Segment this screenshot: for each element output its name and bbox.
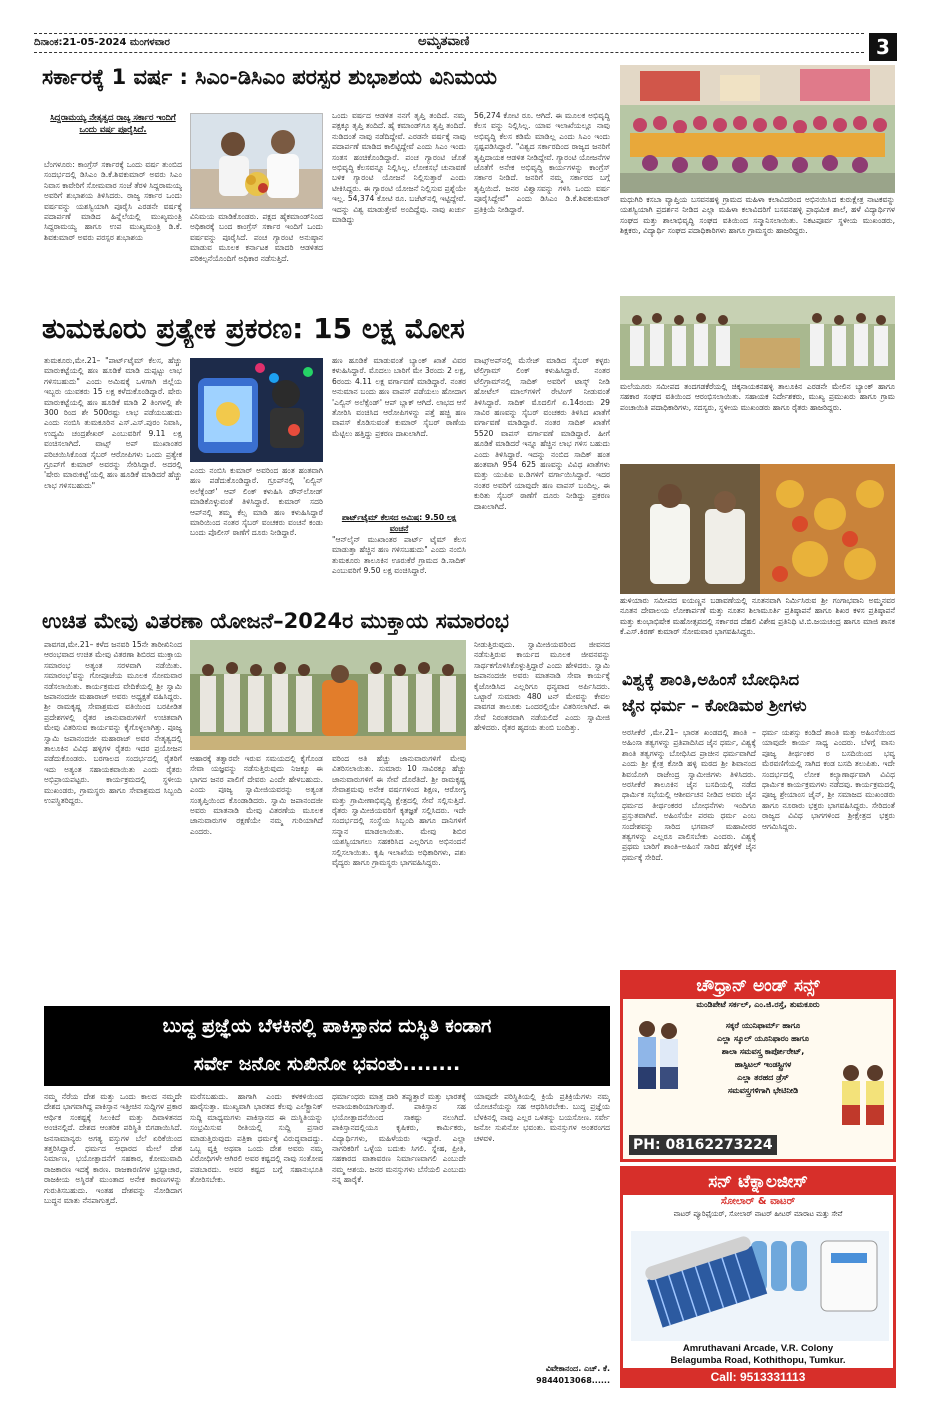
ad1-kids-image-left [629, 1017, 685, 1105]
ad1-line4: ಹಾಸ್ಪಿಟಲ್ ಇಂಡಸ್ಟ್ರಿಗಳ [734, 1060, 792, 1069]
side3-photo-temple-event [620, 464, 895, 594]
story5-col1: ನಮ್ಮ ನೆರೆಯ ದೇಶ ಮತ್ತು ಒಂದು ಕಾಲದ ನಮ್ಮದೇ ದೇಶದ ಭಾಗವಾಗಿದ್ದ ಪಾಕಿಸ್ತಾನ ಇತ್ತೀಚಿನ ಸುದ್ದಿಗಳ ಪ್ರಕಾರ ಆರ್ಥಿಕ ಸಂಕಷ್ಟಕ್ಕೆ ಸಿಲುಕಿದೆ ಮತ್ತು ದಿವಾಳಿತನದ ಅಂಚಿನಲ್ಲಿದೆ. ದೇಶದ ಆಂತರಿಕ ಪರಿಸ್ಥಿತಿ ಬಿಗಡಾಯಿಸಿದೆ. ಜನಸಾಮಾನ್ಯರು ಅಗತ್ಯ ವಸ್ತುಗಳ ಬೆಲೆ ಏರಿಕೆಯಿಂದ ತತ್ತರಿಸಿದ್ದಾರೆ. ಧರ್ಮದ ಆಧಾರದ ಮೇಲೆ ದೇಶ ನಿರ್ಮಾಣ, ಭಯೋತ್ಪಾದನೆಗೆ ಸಹಕಾರ, ಕೋಮುವಾದಿ ರಾಜಕಾರಣ ಇದಕ್ಕೆ ಕಾರಣ. ರಾಜಕಾರಣಿಗಳ ಭ್ರಷ್ಟಾಚಾರ, ರಾಜಕೀಯ ಅಸ್ಥಿರತೆ ಮುಂತಾದ ಅನೇಕ ಕಾರಣಗಳನ್ನು ಗುರುತಿಸಬಹುದು. ಇಂತಹ ದೇಶವನ್ನು ನೋಡಿದಾಗ ಬುದ್ಧನ ಮಾತು ನೆನಪಾಗುತ್ತದೆ. [44, 1092, 182, 1206]
story4-col2: ಧರ್ಮ ಯಶಸ್ಸು ಕಂಡಿದೆ ಶಾಂತಿ ಮತ್ತು ಅಹಿಂಸೆಯಿಂದ ಯಾವುದೇ ಕಾರ್ಯ ಸಾಧ್ಯ ಎಂದರು. ಬೆಳಗ್ಗೆ ವಾಸು ಪೂಜ್ಯ ತೀರ್ಥಂಕರ ರ ಬಸದಿಯಿಂದ ಭವ್ಯ ಮೆರವಣಿಗೆಯಲ್ಲಿ ಸಾಗಿದ ಕಂಡ ಬಸದಿ ತಲುಪಿತು. ಇದೇ ಸಂದರ್ಭದಲ್ಲಿ ಲೋಕ ಕಲ್ಯಾಣಾರ್ಥವಾಗಿ ವಿವಿಧ ಧಾರ್ಮಿಕ ಕಾರ್ಯಕ್ರಮಗಳು ನಡೆದವು. ಕಾರ್ಯಕ್ರಮದಲ್ಲಿ ಪೂಜ್ಯ ಶ್ರೇಯಾಂಸ ಜೈನ್, ಶ್ರೀ ಸಮಾಜದ ಮುಖಂಡರು ಹಾಗೂ ನೂರಾರು ಭಕ್ತರು ಭಾಗವಹಿಸಿದ್ದರು. ಸೇರಿದಂತೆ ರಾಜ್ಯದ ವಿವಿಧ ಭಾಗಗಳಿಂದ ಶ್ರೀಕ್ಷೇತ್ರದ ಭಕ್ತರು ಆಗಮಿಸಿದ್ದರು. [762, 728, 895, 831]
story3-col2: ಆಹಾರಕ್ಕೆ ತತ್ವಾರವೇ ಇರುವ ಸಮಯದಲ್ಲಿ ಕೈಗೊಂಡ ಸೇವಾ ಯಜ್ಞವನ್ನು ನಡೆಸುತ್ತಿರುವುದು ನಿಜಕ್ಕೂ ಈ ಭಾಗದ ಜನರ ಪಾಲಿಗೆ ದೇವರು ಎಂದೇ ಹೇಳಬಹುದು. ಎಂದು ಪೂಜ್ಯ ಸ್ವಾಮೀಜಿಯವರನ್ನು ಅತ್ಯಂತ ಸಂತೃಪ್ತಿಯಿಂದ ಕೊಂಡಾಡಿದರು. ಸ್ವಾಮಿ ಜಪಾನಂದಜೀ ಅವರು ಮಾತನಾಡಿ ಮೇವು ವಿತರಣೆಯ ಮೂಲಕ ಜಾನುವಾರುಗಳ ರಕ್ಷಣೆಯೇ ನಮ್ಮ ಗುರಿಯಾಗಿದೆ ಎಂದರು. [190, 754, 323, 836]
side2-caption: ಮಲೆಯೂರು ಸಮೀಪದ ತಂದಗಡಕೆರೆಯಲ್ಲಿ ಚಿಕ್ಕನಾಯಕನಹಳ್ಳಿ ತಾಲೂಕಿನ ಎರಡನೇ ಮೇಲಿನ ಬ್ಯಾಂಕ್ ಹಾಗೂ ಸಹಕಾರ ಸಂಘದ ವತಿಯಿಂದ ಆರಂಭಿಸಲಾಯಿತು. ಸಹಾಯಕ ನಿರ್ದೇಶಕರು, ಮುಖ್ಯ ಪ್ರಮುಖರು ಹಾಗೂ ಗ್ರಾಮ ಪಂಚಾಯಿತಿ ಪದಾಧಿಕಾರಿಗಳು, ಸದಸ್ಯರು, ಸ್ಥಳೀಯ ಮುಖಂಡರು ಹಾಗೂ ರೈತರು ಹಾಜರಿದ್ದರು. [620, 382, 895, 412]
story4-headline-line1: ವಿಶ್ವಕ್ಕೆ ಶಾಂತಿ,ಅಹಿಂಸೆ ಬೋಧಿಸಿದ [622, 670, 800, 689]
ad1-title: ಚೌಧ್ರಾನ್ ಅಂಡ್ ಸನ್ಸ್ [623, 973, 893, 999]
story2-col1: ತುಮಕೂರು,ಮೇ.21– "ಪಾರ್ಟ್‌ಟೈಮ್ ಕೆಲಸ, ಹೆಚ್ಚು ಮಾರುಕಟ್ಟೆಯಲ್ಲಿ ಹಣ ಹೂಡಿಕೆ ಮಾಡಿ ದುಪ್ಪಟ್ಟು ಲಾಭ ಗಳಿಸಬಹುದು" ಎಂದು ಅಮಿಷಕ್ಕೆ ಒಳಗಾಗಿ ಜಿಲ್ಲೆಯ ಇಬ್ಬರು ಯುವಕರು 15 ಲಕ್ಷ ಕಳೆದುಕೊಂಡಿದ್ದಾರೆ. ಷೇರು ಮಾರುಕಟ್ಟೆಯಲ್ಲಿ ಹಣ ಹೂಡಿಕೆ ಮಾಡಿ 2 ತಿಂಗಳಲ್ಲಿ ಶೇ 300 ರಿಂದ ಶೇ 500ರಷ್ಟು ಲಾಭ ಪಡೆಯಬಹುದು ಎಂದು ನಂಬಿಸಿ ತುಮಕೂರಿನ ಎಸ್.ಎಸ್.ಪುರಂ ನಿವಾಸಿ, ಉದ್ಯಮಿ ಚಂದ್ರಶೇಖರ್ ಎಂಬುವರಿಗೆ 9.11 ಲಕ್ಷ ವಂಚಿಸಲಾಗಿದೆ. ವಾಟ್ಸ್ ಅಪ್ ಮುಖಾಂತರ ಪರಿಚಯಿಸಿಕೊಂಡ ಸೈಬರ್ ಆರೋಪಿಗಳು ಒಂದು ಪ್ರತ್ಯೇಕ ಗ್ರೂಪ್‌ಗೆ ಕುಮಾರ್ ಅವರನ್ನು ಸೇರಿಸಿದ್ದಾರೆ. ಅದರಲ್ಲಿ 'ಷೇರು ಮಾರುಕಟ್ಟೆ'ಯಲ್ಲಿ ಹಣ ಹೂಡಿಕೆ ಮಾಡಿದರೆ ಹೆಚ್ಚು ಲಾಭ ಗಳಿಸಬಹುದು" [44, 356, 182, 490]
side1-photo-women-artists [620, 65, 895, 193]
ad2-phone: Call: 9513331113 [623, 1368, 893, 1386]
ad2-products-image [631, 1231, 889, 1341]
story2-col2: ಎಂದು ನಂಬಿಸಿ ಕುಮಾರ್ ಅವರಿಂದ ಹಂತ ಹಂತವಾಗಿ ಹಣ ಪಡೆದುಕೊಂಡಿದ್ದಾರೆ. ಗ್ರೂಪ್‌ನಲ್ಲಿ 'ಏಲ್ವಿನ್ ಅಲೆಕ್ಸೆಂಡ್' ಆಪ್ ಲಿಂಕ್ ಕಳುಹಿಸಿ ಡೌನ್‌ಲೋಡ್ ಮಾಡಿಕೊಳ್ಳುವಂತೆ ತಿಳಿಸಿದ್ದಾರೆ. ಕುಮಾರ್ ಸದರಿ ಆಪ್‌ನಲ್ಲಿ ತಮ್ಮ ಕೆಲ್ಸ ಮಾಡಿ ಹಣ ಕಳುಹಿಸಿದ್ದಾರೆ ಮಾರಿಯಿಂದ ನಂತರ ಸೈಬರ್ ವಂಚಕರು ವಂಚನೆ ಕಂಡು ಬಂದು ಪೊಲೀಸ್ ಠಾಣೆಗೆ ದೂರು ನೀಡಿದ್ದಾರೆ. [190, 466, 323, 538]
story4-headline-line2: ಜೈನ ಧರ್ಮ – ಕೋಡಿಮಠ ಶ್ರೀಗಳು [622, 696, 807, 715]
ad1-phone: PH: 08162273224 [629, 1135, 777, 1155]
ad2-subtitle: ಸೋಲಾರ್ & ವಾಟರ್ [720, 1196, 796, 1207]
story3-photo-fodder-ceremony [190, 640, 466, 750]
side3-caption: ಹುಳಿಯಾರು ಸಮೀಪದ ಐಯಣ್ಣನ ಬಡಾವಣೆಯಲ್ಲಿ ನೂತನವಾಗಿ ನಿರ್ಮಿಸಿರುವ ಶ್ರೀ ಗಂಗಾಭವಾನಿ ಅಮ್ಮನವರ ನೂತನ ದೇವಾಲಯ ಲೋಕಾರ್ಪಣೆ ಮತ್ತು ನೂತನ ಶಿಲಾಮೂರ್ತಿ ಪ್ರತಿಷ್ಠಾಪನೆ ಹಾಗೂ ಶಿಖರ ಕಳಸ ಪ್ರತಿಷ್ಠಾಪನೆ ಮತ್ತು ಕುಂಭಾಭಿಷೇಕ ಮಹೋತ್ಸವದಲ್ಲಿ ಸರ್ಕಾರದ ದೆಹಲಿ ವಿಶೇಷ ಪ್ರತಿನಿಧಿ ಟಿ.ಬಿ.ಜಯಚಂದ್ರ ಹಾಗೂ ಮಾಜಿ ಶಾಸಕ ಕೆ.ಎಸ್.ಕಿರಣ್ ಕುಮಾರ್ ಸೋಮವಾರ ಭಾಗವಹಿಸಿದ್ದರು. [620, 596, 895, 637]
story1-col3: ಒಂದು ವರ್ಷದ ಆಡಳಿತ ನನಗೆ ತೃಪ್ತಿ ತಂದಿದೆ. ನಮ್ಮ ಪಕ್ಷಕ್ಕೂ ತೃಪ್ತಿ ತಂದಿದೆ. ಹೈ ಕಮಾಂಡ್‌ಗೂ ತೃಪ್ತಿ ತಂದಿದೆ. ನುಡಿದಂತೆ ನಾವು ನಡೆದಿದ್ದೇವೆ. ಎರಡನೇ ವರ್ಷಕ್ಕೆ ನಾವು ಪದಾರ್ಪಣೆ ಮಾಡಿದ ಕಾಲಿಟ್ಟಿದ್ದೇವೆ ಎಂದು ಸಿಎಂ ಇಂದು ಸಂತಸ ಹಂಚಿಕೊಂಡಿದ್ದಾರೆ. ಪಂಚ ಗ್ಯಾರಂಟಿ ಜೊತೆ ಅಭಿವೃದ್ಧಿ ಕೆಲಸವನ್ನೂ ನಿಲ್ಲಿಸಿಲ್ಲ. ಲೋಕಸಭೆ ಚುನಾವಣೆ ಬಳಿಕ ಗ್ಯಾರಂಟಿ ಯೋಜನೆ ನಿಲ್ಲಿಸುತ್ತಾರೆ ಎಂದು ಟೀಕಿಸಿದ್ದರು. ಈ ಗ್ಯಾರಂಟಿ ಯೋಜನೆ ನಿಲ್ಲಿಸುವ ಪ್ರಶ್ನೆಯೇ ಇಲ್ಲ. 54,374 ಕೋಟಿ ರೂ. ಬಜೆಟ್‌ನಲ್ಲಿ ಇಟ್ಟಿದ್ದೇವೆ. ಇದನ್ನು ವಿಶ್ವ ಮಾಡುತ್ತೇವೆ ಅಂದಿದ್ದೆವು. ನಾವು ಖರ್ಚು ಮಾಡಿದ್ದು [332, 111, 466, 225]
ad1-line6: ಸಮವಸ್ತ್ರಗಳಿಗಾಗಿ ಭೇಟಿನೀಡಿ [727, 1086, 799, 1095]
ad2-sun-technologies [620, 1166, 896, 1388]
story5-banner-line1: ಬುದ್ಧ ಪ್ರಜ್ಞೆಯ ಬೆಳಕಿನಲ್ಲಿ ಪಾಕಿಸ್ತಾನದ ದುಸ್ಥಿತಿ ಕಂಡಾಗ [162, 1015, 492, 1037]
ad1-line3: ಶಾಲಾ ಸಮವಸ್ತ್ರ ಕಾರ್ಪೋರೇಟ್, [721, 1047, 805, 1056]
ad1-address: ಮಂಡಿಪೇಟೆ ಸರ್ಕಲ್, ಎಂ.ಜಿ.ರಸ್ತೆ, ತುಮಕೂರು [696, 1000, 820, 1009]
ad2-address-line1: Amruthavani Arcade, V.R. Colony [682, 1343, 834, 1354]
story1-col1: ಬೆಂಗಳೂರು: ಕಾಂಗ್ರೆಸ್ ಸರ್ಕಾರಕ್ಕೆ ಒಂದು ವರ್ಷ ತುಂಬಿದ ಸಂದರ್ಭದಲ್ಲಿ ಡಿಸಿಎಂ ಡಿ.ಕೆ.ಶಿವಕುಮಾರ್ ಅವರು ಸಿಎಂ ನಿವಾಸ ಕಾವೇರಿಗೆ ಸೋಮವಾರ ಸಂಜೆ ತೆರಳಿ ಸಿದ್ದರಾಮಯ್ಯ ಅವರಿಗೆ ಶುಭಾಶಯ ತಿಳಿಸಿದರು. ರಾಜ್ಯ ಸರ್ಕಾರ ಒಂದು ವರ್ಷವನ್ನು ಯಶಸ್ವಿಯಾಗಿ ಪೂರೈಸಿ ಎರಡನೇ ವರ್ಷಕ್ಕೆ ಪದಾರ್ಪಣೆ ಮಾಡಿದ ಹಿನ್ನೆಲೆಯಲ್ಲಿ ಮುಖ್ಯಮಂತ್ರಿ ಸಿದ್ದರಾಮಯ್ಯ ಹಾಗೂ ಉಪ ಮುಖ್ಯಮಂತ್ರಿ ಡಿ.ಕೆ. ಶಿವಕುಮಾರ್ ಅವರು ಪರಸ್ಪರ ಶುಭಾಶಯ [44, 160, 182, 242]
ad2-title: ಸನ್ ಟೆಕ್ನಾಲಜೀಸ್ [623, 1169, 893, 1195]
story3-col1: ಪಾವಗಡ,ಮೇ.21– ಕಳೆದ ಜನವರಿ 15ನೇ ತಾರೀಖಿನಿಂದ ಆರಂಭವಾದ ಉಚಿತ ಮೇವು ವಿತರಣಾ ಶಿಬಿರದ ಮುಕ್ತಾಯ ಸಮಾರಂಭ ಅತ್ಯಂತ ಸರಳವಾಗಿ ನಡೆಯಿತು. ಸಮಾರಂಭ'ವನ್ನು ಗೋಪೂಜೆಯ ಮೂಲಕ ಸೋಮವಾರ ನಡೆಸಲಾಯಿತು. ಕಾರ್ಯಕ್ರಮದ ವೇದಿಕೆಯಲ್ಲಿ ಶ್ರೀ ಸ್ವಾಮಿ ಜಪಾನಂದಜೀ ಮಹಾರಾಜ್ ಅವರು ಅಧ್ಯಕ್ಷತೆ ವಹಿಸಿದ್ದರು. ಶ್ರೀ ರಾಮಕೃಷ್ಣ ಸೇವಾಶ್ರಮದ ವತಿಯಿಂದ ಬರಪೀಡಿತ ಪ್ರದೇಶಗಳಲ್ಲಿ ರೈತರ ಜಾನುವಾರುಗಳಿಗೆ ಉಚಿತವಾಗಿ ಮೇವು ವಿತರಿಸುವ ಕಾರ್ಯವನ್ನು ಕೈಗೊಳ್ಳಲಾಗಿತ್ತು. ಪೂಜ್ಯ ಸ್ವಾಮಿ ಜಪಾನಂದಜೀ ಮಹಾರಾಜ್ ಅವರ ನೇತೃತ್ವದಲ್ಲಿ ತಾಲೂಕಿನ ವಿವಿಧ ಹಳ್ಳಿಗಳ ರೈತರು ಇದರ ಪ್ರಯೋಜನ ಪಡೆದುಕೊಂಡರು. ಬರಗಾಲದ ಸಂದರ್ಭದಲ್ಲಿ ರೈತರಿಗೆ ಇದು ಅತ್ಯಂತ ಸಹಾಯಕವಾಯಿತು ಎಂದು ರೈತರು ಅಭಿಪ್ರಾಯಪಟ್ಟರು. ಕಾರ್ಯಕ್ರಮದಲ್ಲಿ ಸ್ಥಳೀಯ ಮುಖಂಡರು, ಗ್ರಾಮಸ್ಥರು ಹಾಗೂ ಸೇವಾಶ್ರಮದ ಸಿಬ್ಬಂದಿ ಉಪಸ್ಥಿತರಿದ್ದರು. [44, 640, 182, 806]
story5-col2: ಮರೆಸಬಹುದು. ಹಾಗಾಗಿ ಎಂದು ಕಳಕಳಿಯಿಂದ ಹಾರೈಸುತ್ತಾ. ಮುಖ್ಯವಾಗಿ ಭಾರತದ ಕೆಲವು ಎಲೆಕ್ಟ್ರಾನಿಕ್ ಸುದ್ದಿ ಮಾಧ್ಯಮಗಳು ಪಾಕಿಸ್ತಾನದ ಈ ದುಸ್ಥಿತಿಯನ್ನು ಸಂಭ್ರಮಿಸುವ ರೀತಿಯಲ್ಲಿ ಸುದ್ದಿ ಪ್ರಸಾರ ಮಾಡುತ್ತಿರುವುದು ಪತ್ರಿಕಾ ಧರ್ಮಕ್ಕೆ ವಿರುದ್ಧವಾದದ್ದು. ಒಬ್ಬ ವ್ಯಕ್ತಿ ಅಥವಾ ಒಂದು ದೇಶ ಅವರು ನಮ್ಮ ವಿರೋಧಿಗಳೇ ಆಗಿರಲಿ ಅವರ ಕಷ್ಟದಲ್ಲಿ ನಾವು ಸಂತೋಷ ಪಡಬಾರದು. ಅವರ ಕಷ್ಟದ ಬಗ್ಗೆ ಸಹಾನುಭೂತಿ ತೋರಿಸಬೇಕು. [190, 1092, 323, 1185]
story2-photo-cyber-fraud [190, 358, 323, 462]
story5-author: ವಿವೇಕಾನಂದ. ಎಚ್. ಕೆ. [545, 1364, 610, 1373]
ad1-uniform-store [620, 970, 896, 1162]
story5-col3: ಧರ್ಮಾಂಧರು ಮಾತ್ರ ದಾರಿ ತಪ್ಪುತ್ತಾರೆ ಮತ್ತು ಭಾರತಕ್ಕೆ ಅಪಾಯಕಾರಿಯಾಗುತ್ತಾರೆ. ಪಾಕಿಸ್ತಾನ ಸಹ ಭಯೋತ್ಪಾದನೆಯಿಂದ ಸಾಕಷ್ಟು ನಲುಗಿದೆ. ಪಾಕಿಸ್ತಾನದಲ್ಲಿಯೂ ಕೃಷಿಕರು, ಕಾರ್ಮಿಕರು, ವಿದ್ಯಾರ್ಥಿಗಳು, ಮಹಿಳೆಯರು ಇದ್ದಾರೆ. ಎಲ್ಲಾ ನಾಗರಿಕರಿಗೆ ಒಳ್ಳೆಯ ಬದುಕು ಸಿಗಲಿ. ಸ್ನೇಹ, ಪ್ರೀತಿ, ಸಹಕಾರದ ವಾತಾವರಣ ನಿರ್ಮಾಣವಾಗಲಿ ಎಂಬುದೇ ನಮ್ಮ ಆಶಯ. ಜನರ ಮನಸ್ಸುಗಳು ಬೆಸೆಯಲಿ ಎಂಬುದು ನನ್ನ ಹಾರೈಕೆ. [332, 1092, 466, 1185]
story2-headline: ತುಮಕೂರು ಪ್ರತ್ಯೇಕ ಪ್ರಕರಣ: 15 ಲಕ್ಷ ಮೋಸ [42, 312, 465, 345]
story2-col3-subhead: ಪಾರ್ಟ್‌ಟೈಮ್ ಕೆಲಸದ ಅಮಿಷ: 9.50 ಲಕ್ಷ ವಂಚನೆ [341, 513, 457, 533]
side2-photo-field-group [620, 296, 895, 380]
story5-col4: ಯಾವುದೇ ಪರಿಸ್ಥಿತಿಯಲ್ಲಿ ಕ್ರಿಯೆ ಪ್ರತಿಕ್ರಿಯೆಗಳು ನಮ್ಮ ಯೋಚನೆಯನ್ನು ಸಹ ಆಧರಿಸಿರಬೇಕು. ಬುದ್ಧ ಪ್ರಜ್ಞೆಯ ಬೆಳಕಿನಲ್ಲಿ ನಾವು ಎಲ್ಲರ ಒಳಿತನ್ನು ಬಯಸೋಣ. ಸರ್ವೇ ಜನೋ ಸುಖಿನೋ ಭವಂತು. ಮನಸ್ಸುಗಳ ಅಂತರಂಗದ ಚಳವಳಿ. [474, 1092, 610, 1143]
masthead-bottom-rule [34, 52, 864, 53]
page-number-badge: 3 [869, 33, 897, 61]
story3-headline: ಉಚಿತ ಮೇವು ವಿತರಣಾ ಯೋಜನೆ–2024ರ ಮುಕ್ತಾಯ ಸಮಾರಂಭ [42, 609, 509, 633]
story2-col3b: "ಆನ್‌ಲೈನ್ ಮುಖಾಂತರ ಪಾರ್ಟ್ ಟೈಮ್ ಕೆಲಸ ಮಾಡುತ್ತಾ ಹೆಚ್ಚಿನ ಹಣ ಗಳಿಸಬಹುದು" ಎಂದು ನಂಬಿಸಿ ತುಮಕೂರು ತಾಲೂಕಿನ ಊರುಕೆರೆ ಗ್ರಾಮದ ಡಿ.ಸಾದಿಕ್ ಎಂಬುವರಿಗೆ 9.50 ಲಕ್ಷ ವಂಚಿಸಿದ್ದಾರೆ. [332, 535, 466, 576]
story1-col2: ವಿನಿಮಯ ಮಾಡಿಕೊಂಡರು. ಪಕ್ಷದ ಹೈಕಮಾಂಡ್‌ನಿಂದ ಅಧಿಕಾರಕ್ಕೆ ಬಂದ ಕಾಂಗ್ರೆಸ್ ಸರ್ಕಾರ ಇಂದಿಗೆ ಒಂದು ವರ್ಷವನ್ನು ಪೂರೈಸಿದೆ. ಪಂಚ ಗ್ಯಾರಂಟಿ ಅನುಷ್ಠಾನ ಮಾಡುವ ಮೂಲಕ ಕರ್ನಾಟಕ ಮಾದರಿ ಆಡಳಿತದ ಪರಿಕಲ್ಪನೆಯೊಂದಿಗೆ ಅಧಿಕಾರ ನಡೆಸುತ್ತಿದೆ. [190, 212, 323, 263]
ad1-line1: ಸಕ್ಕರೆ ಯುನಿಫಾರ್ಮ್ ಹಾಗೂ [725, 1021, 801, 1030]
story5-banner [44, 1006, 610, 1086]
ad1-line2: ಎಲ್ಲಾ ಸ್ಕೂಲ್ ಯೂನಿಫಾರಂ ಹಾಗೂ [717, 1034, 809, 1043]
story2-col3: ಹಣ ಹೂಡಿಕೆ ಮಾಡುವಂತೆ ಬ್ಯಾಂಕ್ ಖಾತೆ ವಿವರ ಕಳುಹಿಸಿದ್ದಾರೆ. ಮೊದಲು ಬಾರಿಗೆ ಮೇ 3ರಂದು 2 ಲಕ್ಷ, 6ರಂದು 4.11 ಲಕ್ಷ ವರ್ಗಾವಣೆ ಮಾಡಿದ್ದಾರೆ. ನಂತರ ಅನುಮಾನ ಬಂದು ಹಣ ವಾಪಸ್ ಪಡೆಯಲು ಹೋದಾಗ 'ಎಲ್ವಿನ್ ಅಲೆಕ್ಸೆಂಡ್' ಆಪ್ ಬ್ಲಾಕ್ ಆಗಿದೆ. ಲಾಭದ ಆಸೆ ತೋರಿಸಿ ವಂಚಿಸಿದ ಆರೋಪಿಗಳನ್ನು ಪತ್ತೆ ಹಚ್ಚಿ ಹಣ ವಾಪಸ್ ಕೊಡಿಸುವಂತೆ ಕುಮಾರ್ ಸೈಬರ್ ಠಾಣೆಯ ಮೆಟ್ಟಿಲು ಹತ್ತಿದ್ದು ಪ್ರಕರಣ ದಾಖಲಾಗಿದೆ. [332, 356, 466, 438]
side1-caption: ಮಧುಗಿರಿ ಕಸಬಾ ವ್ಯಾಪ್ತಿಯ ಬಸವನಹಳ್ಳಿ ಗ್ರಾಮದ ಮಹಿಳಾ ಕಲಾವಿದರಿಂದ ಅಭಿನಯಿಸಿದ ಕುರುಕ್ಷೇತ್ರ ನಾಟಕವನ್ನು ಯಶಸ್ವಿಯಾಗಿ ಪ್ರದರ್ಶನ ನೀಡಿದ ಎಲ್ಲಾ ಮಹಿಳಾ ಕಲಾವಿದರಿಗೆ ಬಸವನಹಳ್ಳಿ ಪ್ರಾಥಮಿಕ ಶಾಲೆ, ಹಳೆ ವಿದ್ಯಾರ್ಥಿಗಳ ಸಂಘದ ಮತ್ತು ಶಾಲಾಭಿವೃದ್ಧಿ ಸಂಘದ ವತಿಯಿಂದ ಸನ್ಮಾನಿಸಲಾಯಿತು. ನಿಕಟಪೂರ್ವ ಸ್ಥಳೀಯ ಮುಖಂಡರು, ಶಿಕ್ಷಕರು, ವಿದ್ಯಾರ್ಥಿ ಸಂಘದ ಪದಾಧಿಕಾರಿಗಳು ಹಾಗೂ ಗ್ರಾಮಸ್ಥರು ಹಾಜರಿದ್ದರು. [620, 195, 895, 236]
ad1-kids-image-right [833, 1063, 893, 1133]
story5-banner-line2: ಸರ್ವೇ ಜನೋ ಸುಖಿನೋ ಭವಂತು........ [193, 1053, 461, 1075]
story2-col4: ವಾಟ್ಸ್‌ಅಪ್‌ನಲ್ಲಿ ಮೆಸೇಜ್ ಮಾಡಿದ ಸೈಬರ್ ಕಳ್ಳರು ಟೆಲಿಗ್ರಾಮ್ ಲಿಂಕ್ ಕಳುಹಿಸಿದ್ದಾರೆ. ನಂತರ ಟೆಲಿಗ್ರಾಮ್‌ನಲ್ಲಿ ಸಾದಿಕ್ ಅವರಿಗೆ ಟಾಸ್ಕ್ ನೀಡಿ ಹೋಟೆಲ್ ಮಾಲ್‌ಗಳಿಗೆ ರೇಟಿಂಗ್ ನೀಡುವಂತೆ ತಿಳಿಸಿದ್ದಾರೆ. ಸಾದಿಕ್ ಮೊದಲಿಗೆ ಏ.14ರಂದು 29 ಸಾವಿರ ಹಣವನ್ನು ಸೈಬರ್ ವಂಚಕರು ತಿಳಿಸಿದ ಖಾತೆಗೆ ವರ್ಗಾವಣೆ ಮಾಡಿದ್ದಾರೆ. ನಂತರ ಸಾದಿಕ್ ಖಾತೆಗೆ 5520 ವಾಪಸ್ ವರ್ಗಾವಣೆ ಮಾಡಿದ್ದಾರೆ. ಹೀಗೆ ಹೂಡಿಕೆ ಮಾಡಿದರೆ ಇನ್ನೂ ಹೆಚ್ಚಿನ ಲಾಭ ಗಳಿಸ ಬಹುದು ಎಂದು ತಿಳಿಸಿದ್ದಾರೆ. ಇದನ್ನು ನಂಬಿದ ಸಾದಿಕ್ ಹಂತ ಹಂತವಾಗಿ 954 625 ಹಣವನ್ನು ವಿವಿಧ ಖಾತೆಗಳು ಮತ್ತು ಯುಪಿಐ ಐ.ಡಿಗಳಿಗೆ ವರ್ಗಾಯಿಸಿದ್ದಾರೆ. ಇದರ ನಂತರ ಅವರಿಗೆ ಯಾವುದೇ ಹಣ ವಾಪಸ್ ಬಂದಿಲ್ಲ. ಈ ಕುರಿತು ಸೈಬರ್ ಠಾಣೆಗೆ ದೂರು ನೀಡಿದ್ದು ಪ್ರಕರಣ ದಾಖಲಾಗಿದೆ. [474, 356, 610, 511]
story1-col4: 56,274 ಕೋಟಿ ರೂ. ಆಗಿದೆ. ಈ ಮೂಲಕ ಅಭಿವೃದ್ಧಿ ಕೆಲಸ ವನ್ನು ನಿಲ್ಲಿಸಿಲ್ಲ. ಯಾವ ಇಲಾಖೆಯಲ್ಲೂ ನಾವು ಅಭಿವೃದ್ಧಿ ಕೆಲಸ ಕಡಿಮೆ ಮಾಡಿಲ್ಲ ಎಂದು ಸಿಎಂ ಇಂದು ಸ್ಪಷ್ಟಪಡಿಸಿದ್ದಾರೆ. "ವಿಶ್ವದ ಸರ್ಕಾರದಿಂದ ರಾಜ್ಯದ ಜನರಿಗೆ ತೃಪ್ತಿದಾಯಕ ಆಡಳಿತ ನೀಡಿದ್ದೇವೆ. ಗ್ಯಾರಂಟಿ ಯೋಜನೆಗಳ ಜೊತೆಗೆ ಅನೇಕ ಅಭಿವೃದ್ಧಿ ಕಾರ್ಯಗಳನ್ನು ಕಾಂಗ್ರೆಸ್ ಸರ್ಕಾರ ನೀಡಿದೆ. ಜನರಿಗೆ ನಮ್ಮ ಸರ್ಕಾರದ ಬಗ್ಗೆ ತೃಪ್ತಿಯಿದೆ. ಜನರ ವಿಶ್ವಾಸವನ್ನು ಗಳಿಸಿ ಒಂದು ವರ್ಷ ಪೂರೈಸಿದ್ದೇವೆ" ಎಂದು ಡಿಸಿಎಂ ಡಿ.ಕೆ.ಶಿವಕುಮಾರ್ ಪ್ರತಿಕ್ರಿಯೆ ನೀಡಿದ್ದಾರೆ. [474, 111, 610, 214]
story4-col1: ಅರಸೀಕೆರೆ ,ಮೇ.21– ಭಾರತ ಖಂಡದಲ್ಲಿ ಶಾಂತಿ –ಅಹಿಂಸಾ ತತ್ವಗಳನ್ನು ಪ್ರತಿಪಾದಿಸಿದ ಜೈನ ಧರ್ಮ, ವಿಶ್ವಕ್ಕೆ ಶಾಂತಿ ತತ್ವಗಳನ್ನು ಬೋಧಿಸಿದ ಪ್ರಾಚೀನ ಧರ್ಮವಾಗಿದೆ ಎಂದು ಶ್ರೀ ಕ್ಷೇತ್ರ ಕೋಡಿ ಹಳ್ಳಿ ಮಠದ ಶ್ರೀ ಶಿವಾನಂದ ಶಿವಯೋಗಿ ರಾಜೇಂದ್ರ ಸ್ವಾಮೀಜಿಗಳು ತಿಳಿಸಿದರು. ಅರಸೀಕೆರೆ ತಾಲೂಕಿನ ಜೈನ ಬಸದಿಯಲ್ಲಿ ನಡೆದ ಧಾರ್ಮಿಕ ಸಭೆಯಲ್ಲಿ ಆಶೀರ್ವಚನ ನೀಡಿದ ಅವರು ಜೈನ ಧರ್ಮದ ತೀರ್ಥಂಕರರ ಬೋಧನೆಗಳು ಇಂದಿಗೂ ಪ್ರಸ್ತುತವಾಗಿವೆ. ಅಹಿಂಸೆಯೇ ಪರಮ ಧರ್ಮ ಎಂಬ ಸಂದೇಶವನ್ನು ಸಾರಿದ ಭಗವಾನ್ ಮಹಾವೀರರ ತತ್ವಗಳನ್ನು ಎಲ್ಲರೂ ಪಾಲಿಸಬೇಕು ಎಂದರು. ವಿಶ್ವಕ್ಕೆ ಪ್ರಥಮ ಬಾರಿಗೆ ಶಾಂತಿ–ಅಹಿಂಸೆ ಸಾರಿದ ಹೆಗ್ಗಳಿಕೆ ಜೈನ ಧರ್ಮಕ್ಕೆ ಸೇರಿದೆ. [622, 728, 756, 862]
story5-phone: 9844013068...... [536, 1376, 610, 1385]
ad2-address-line2: Belagumba Road, Kothithopu, Tumkur. [670, 1355, 846, 1366]
ad1-line5: ಎಲ್ಲಾ ತರಹದ ಡ್ರೆಸ್ [737, 1073, 789, 1082]
masthead-date: ದಿನಾಂಕ:21-05-2024 ಮಂಗಳವಾರ [34, 37, 170, 48]
masthead-paper-name: ಅಮೃತವಾಣಿ [418, 34, 470, 49]
story1-subhead: ಸಿದ್ದರಾಮಯ್ಯ ನೇತೃತ್ವದ ರಾಜ್ಯ ಸರ್ಕಾರ ಇಂದಿಗೆ ಒಂದು ವರ್ಷ ಪೂರೈಸಿದೆ. [50, 112, 176, 134]
story1-photo-cm-dcm [190, 113, 323, 209]
story1-headline: ಸರ್ಕಾರಕ್ಕೆ 1 ವರ್ಷ : ಸಿಎಂ-ಡಿಸಿಎಂ ಪರಸ್ಪರ ಶುಭಾಶಯ ವಿನಿಮಯ [42, 65, 498, 89]
story3-col3: ವರಿಂದ ಅತಿ ಹೆಚ್ಚು ಜಾನುವಾರುಗಳಿಗೆ ಮೇವು ವಿತರಿಸಲಾಯಿತು. ಸುಮಾರು 10 ಸಾವಿರಕ್ಕೂ ಹೆಚ್ಚು ಜಾನುವಾರುಗಳಿಗೆ ಈ ಸೇವೆ ದೊರೆತಿದೆ. ಶ್ರೀ ರಾಮಕೃಷ್ಣ ಸೇವಾಶ್ರಮವು ಅನೇಕ ವರ್ಷಗಳಿಂದ ಶಿಕ್ಷಣ, ಆರೋಗ್ಯ ಮತ್ತು ಗ್ರಾಮೀಣಾಭಿವೃದ್ಧಿ ಕ್ಷೇತ್ರದಲ್ಲಿ ಸೇವೆ ಸಲ್ಲಿಸುತ್ತಿದೆ. ರೈತರು ಸ್ವಾಮೀಜಿಯವರಿಗೆ ಕೃತಜ್ಞತೆ ಸಲ್ಲಿಸಿದರು. ಇದೇ ಸಂದರ್ಭದಲ್ಲಿ ಸಂಸ್ಥೆಯ ಸಿಬ್ಬಂದಿ ಹಾಗೂ ದಾನಿಗಳಿಗೆ ಸನ್ಮಾನ ಮಾಡಲಾಯಿತು. ಮೇವು ಶಿಬಿರ ಯಶಸ್ವಿಯಾಗಲು ಸಹಕರಿಸಿದ ಎಲ್ಲರಿಗೂ ಅಭಿನಂದನೆ ಸಲ್ಲಿಸಲಾಯಿತು. ಕೃಷಿ ಇಲಾಖೆಯ ಅಧಿಕಾರಿಗಳು, ಪಶು ವೈದ್ಯರು ಹಾಗೂ ಗ್ರಾಮಸ್ಥರು ಭಾಗವಹಿಸಿದ್ದರು. [332, 754, 466, 868]
ad2-tagline: ವಾಟರ್ ಪ್ಯೂರಿಫೈಯರ್, ಸೋಲಾರ್ ವಾಟರ್ ಹೀಟರ್ ಮಾರಾಟ ಮತ್ತು ಸೇವೆ [673, 1210, 843, 1218]
story3-col4: ನೀಡುತ್ತಿರುವುದು. ಸ್ವಾಮೀಜಿಯವರಿಂದ ಜೀವನದ ನಡೆಸುತ್ತಿರುವ ಕಾರ್ಯದ ಮೂಲಕ ಜೀವನವನ್ನು ಸಾರ್ಥಕಗೊಳಿಸಿಕೊಳ್ಳುತ್ತಿದ್ದಾರೆ ಎಂದು ಹೇಳಿದರು. ಸ್ವಾಮಿ ಜಪಾನಂದಜೀ ಅವರು ಮಾತನಾಡಿ ಸೇವಾ ಕಾರ್ಯಕ್ಕೆ ಕೈಜೋಡಿಸಿದ ಎಲ್ಲರಿಗೂ ಧನ್ಯವಾದ ಅರ್ಪಿಸಿದರು. ಒಟ್ಟಾರೆ ಸುಮಾರು 480 ಟನ್ ಮೇವನ್ನು ಕೇವಲ ಪಾವಗಡ ತಾಲೂಕು ಒಂದರಲ್ಲಿಯೇ ವಿತರಿಸಲಾಗಿದೆ. ಈ ಸೇವೆ ನಿರಂತರವಾಗಿ ನಡೆಯಲಿದೆ ಎಂದು ಸ್ವಾಮೀಜಿ ಹೇಳಿದರು. ರೈತರ ಹೃದಯ ತುಂಬಿ ಬಂದಿತ್ತು. [474, 640, 610, 733]
